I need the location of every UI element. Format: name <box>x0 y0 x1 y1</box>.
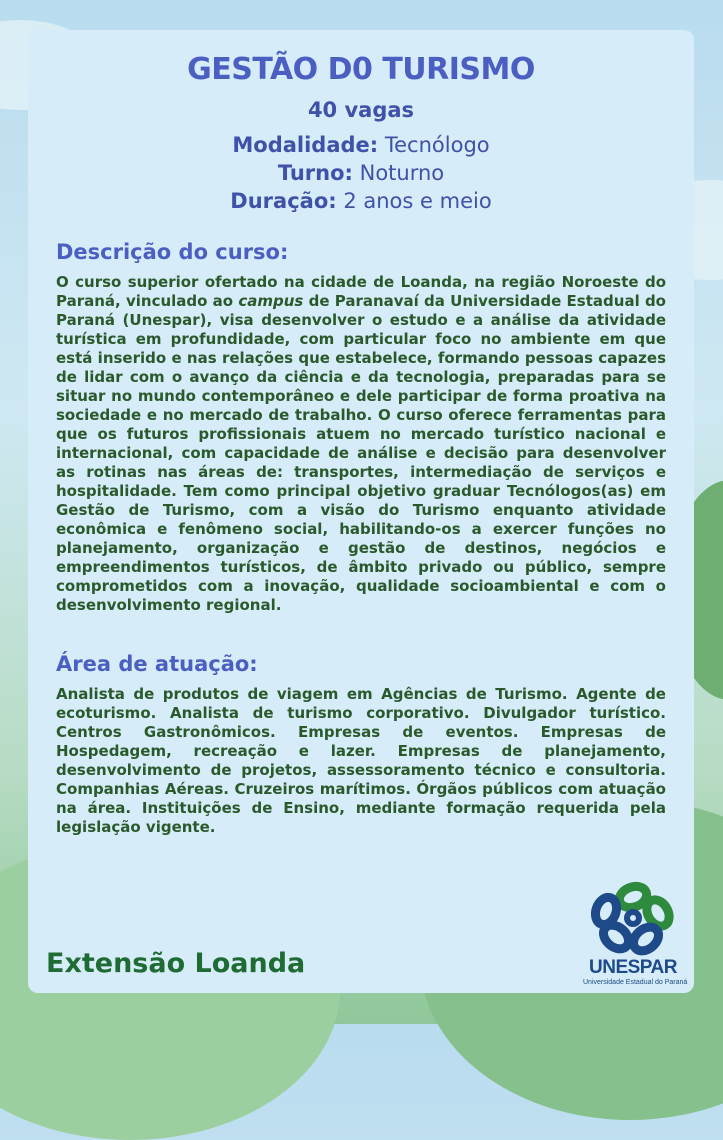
duracao-value: 2 anos e meio <box>343 189 492 213</box>
turno-label: Turno: <box>277 161 353 185</box>
unespar-emblem-icon <box>588 875 678 957</box>
descricao-text-part: O curso superior ofertado na cidade de Loanda, na região Noroeste do Paraná, vinculado ao <box>56 273 666 310</box>
duracao-label: Duração: <box>230 189 337 213</box>
modalidade-value: Tecnólogo <box>384 133 490 157</box>
logo-subtitle: Universidade Estadual do Paraná <box>583 979 688 986</box>
logo-name: UNESPAR <box>589 957 677 978</box>
campus-italic: campus <box>238 292 304 310</box>
turno-value: Noturno <box>359 161 445 185</box>
turno-line <box>28 161 694 185</box>
extensao-label: Extensão Loanda <box>46 948 306 979</box>
descricao-heading: Descrição do curso: <box>56 240 289 264</box>
vagas-count: 40 vagas <box>307 98 415 122</box>
page-title: GESTÃO D0 TURISMO <box>187 52 535 87</box>
course-card <box>28 30 694 993</box>
atuacao-heading: Área de atuação: <box>56 652 258 676</box>
duracao-line <box>28 189 694 213</box>
modalidade-label: Modalidade: <box>232 133 379 157</box>
atuacao-text: Analista de produtos de viagem em Agências de Turismo. Agente de ecoturismo. Analista de turismo corporativo. Divulgador turístico. Centros Gastronômicos. Empresas de eventos. Empresas de Hospedagem, recreação e lazer. Empresas de planejamento, desenvolvimento de projetos, assessoramento técnico e consultoria. Companhias Aéreas. Cruzeiros marítimos. Órgãos públicos com atuação na área. Instituições de Ensino, mediante formação requerida pela legislação vigente. <box>56 685 666 836</box>
descricao-text-part: de Paranavaí da Universidade Estadual do Paraná (Unespar), visa desenvolver o estudo e a análise da atividade turística em profundidade, com particular foco no ambiente em que está inserido e nas relações que estabelece, formando pessoas capazes de lidar com o avanço da ciência e da tecnologia, preparadas para se situar no mundo contemporâneo e dele participar de forma proativa na sociedade e no mercado de trabalho. O curso oferece ferramentas para que os futuros profissionais atuem no mercado turístico nacional e internacional, com capacidade de análise e decisão para desenvolver as rotinas nas áreas de: transportes, intermediação de serviços e hospitalidade. Tem como principal objetivo graduar Tecnólogos(as) em Gestão de Turismo, com a visão do Turismo enquanto atividade econômica e fenômeno social, habilitando-os a exercer funções no planejamento, organização e gestão de destinos, negócios e empreendimentos turísticos, de âmbito privado ou público, sempre comprometidos com a inovação, qualidade socioambiental e com o desenvolvimento regional. <box>56 292 666 614</box>
modalidade-line <box>28 133 694 157</box>
descricao-text <box>56 273 666 615</box>
unespar-logo <box>583 875 688 986</box>
